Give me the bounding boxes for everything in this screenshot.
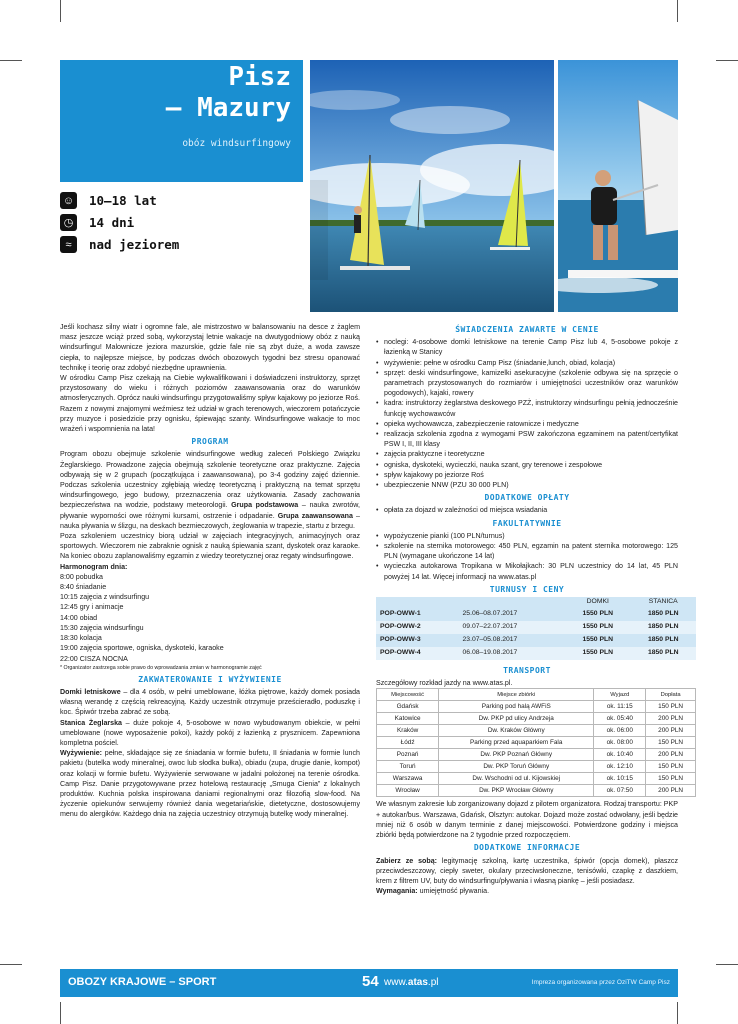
- list-item: • szkolenie na sternika motorowego: 450 PLN, egzamin na patent sternika motorowego: 125 PLN (wymagane ukończone 14 lat): [376, 541, 678, 561]
- table-row: POP-OWW-2 09.07–22.07.2017 1550 PLN 1850 PLN: [376, 621, 696, 634]
- list-item: • kadra: instruktorzy żeglarstwa deskowego PZŻ, instruktorzy windsurfingu pełnią jednocześnie funkcję wychowawców: [376, 398, 678, 418]
- list-item: • ogniska, dyskoteki, wycieczki, nauka szant, gry terenowe i zespołowe: [376, 460, 678, 470]
- list-item: • opieka wychowawcza, zabezpieczenie ratownicze i medyczne: [376, 419, 678, 429]
- list-item: • spływ kajakowy po jeziorze Roś: [376, 470, 678, 480]
- extra-info-text: Zabierz ze sobą: legitymację szkolną, kartę uczestnika, śpiwór (opcja domek), płaszcz przeciwdeszczowy, ciepły sweter, okulary przeciwsłoneczne, tenisówki, czapkę z daszkiem, krem z filtrem UV, buty do windsurfingu/pływania i własną piankę – jeśli posiadasz.: [376, 856, 678, 885]
- fact-duration: ◷ 14 dni: [60, 212, 179, 233]
- extra-fees-heading: DODATKOWE OPŁATY: [484, 493, 570, 503]
- intro-paragraph: W ośrodku Camp Pisz czekają na Ciebie wykwalifikowani i doświadczeni instruktorzy, sprzęt przystosowany do wieku i różnych poziomów zaawansowania oraz do warunków atmosferycznych. Oprócz nauki windsurfingu przygotowaliśmy spływ kajakowy po jeziorze Roś. Razem z nowymi znajomymi weźmiesz też udział w grach terenowych, wieczorem potańczycie przy muzyce i posiedzicie przy ognisku, śpiewając szanty. Windsurfingowe wakacje to moc wrażeń i wspomnienia na lata!: [60, 374, 360, 434]
- crop-mark: [60, 0, 61, 22]
- table-row: Poznań Dw. PKP Poznań Główny ok. 10:40 200 PLN: [377, 749, 696, 761]
- photo-windsurfer-closeup: [558, 60, 678, 312]
- list-item: • wyżywienie: pełne w ośrodku Camp Pisz (śniadanie,lunch, obiad, kolacja): [376, 358, 678, 368]
- list-item: • ubezpieczenie NNW (PZU 30 000 PLN): [376, 480, 678, 490]
- crop-mark: [677, 0, 678, 22]
- crop-mark: [60, 1002, 61, 1024]
- transport-table: [376, 688, 696, 797]
- fact-location: ≈ nad jeziorem: [60, 234, 179, 255]
- list-item: • sprzęt: deski windsurfingowe, kamizelki asekuracyjne (szkolenie odbywa się na sprzęcie o parametrach przystosowanych do rozmiarów i umiejętności uczestników oraz warunków pogodowych), kajaki, rowery: [376, 368, 678, 399]
- footer-bar: [60, 969, 678, 997]
- photo-windsurfers-lake: [310, 60, 554, 312]
- facts-list: [60, 190, 179, 256]
- turnusy-heading: TURNUSY I CENY: [489, 584, 565, 594]
- footer-organizer: Impreza organizowana przez OziTW Camp Pisz: [531, 979, 670, 986]
- list-item: • realizacja szkolenia zgodna z wymogami PSW zakończona egzaminem na patent/certyfikat PSW I, II, III klasy: [376, 429, 678, 449]
- table-header-row: DOMKI STANICA: [376, 597, 696, 608]
- crop-mark: [0, 964, 22, 965]
- page-subtitle: obóz windsurfingowy: [182, 138, 291, 149]
- list-item: • zajęcia praktyczne i teoretyczne: [376, 449, 678, 459]
- page-title: Pisz: [228, 62, 291, 92]
- extra-info-heading: DODATKOWE INFORMACJE: [473, 843, 581, 853]
- crop-mark: [716, 964, 738, 965]
- clock-icon: ◷: [60, 214, 77, 231]
- lodging-heading: ZAKWATEROWANIE I WYŻYWIENIE: [138, 674, 282, 684]
- intro-paragraph: Jeśli kochasz silny wiatr i ogromne fale, ale mistrzostwo w balansowaniu na desce z żaglem masz jeszcze wciąż przed sobą, wykorzystaj letnie wakacje na dwutygodniowy obóz z nauką windsurfingu! Malownicze jeziora mazurskie, gdzie fale nie są zbyt duże, a woda zawsze ciepła, to najlepsze miejsce, by podczas dwóch obozowych tygodni bez stresu opanować technikę i teorię oraz zdobyć niezbędne uprawnienia.: [60, 323, 360, 372]
- title-box: [60, 60, 303, 182]
- footer-url[interactable]: www.atas.pl: [384, 977, 439, 988]
- table-header-row: Miejscowość Miejsce zbiórki Wyjazd Dopłata: [377, 689, 696, 701]
- table-row: Katowice Dw. PKP pd ulicy Andrzeja ok. 05:40 200 PLN: [377, 713, 696, 725]
- footer-category: OBOZY KRAJOWE – SPORT: [68, 976, 217, 988]
- turnusy-table: [376, 597, 696, 660]
- schedule: Harmonogram dnia: 8:00 pobudka 8:40 śniadanie 10:15 zajęcia z windsurfingu 12:45 gry i animacje 14:00 obiad 15:30 zajęcia windsurfingu 18:30 kolacja 19:00 zajęcia sportowe, ogniska, dyskoteki, karaoke 22:00 CISZA NOCNA: [60, 562, 224, 663]
- right-column: [376, 322, 684, 896]
- table-row: Warszawa Dw. Wschodni od ul. Kijowskiej ok. 10:15 150 PLN: [377, 773, 696, 785]
- schedule-note: * Organizator zastrzega sobie prawo do wprowadzania zmian w harmonogramie zajęć: [60, 664, 262, 671]
- table-row: POP-OWW-1 25.06–08.07.2017 1550 PLN 1850 PLN: [376, 608, 696, 621]
- fact-age: ☺ 10–18 lat: [60, 190, 179, 211]
- page-title-line2: – Mazury: [165, 93, 291, 123]
- transport-heading: TRANSPORT: [503, 666, 551, 676]
- meals-text: Wyżywienie: pełne, składające się ze śniadania w formie bufetu, II śniadania w formie lunch pakietu (butelka wody mineralnej, owoc lub słodka bułka), obiadu (zupa, drugie danie, kompot) oraz kolacji w formie bufetu. Wyżywienie serwowane w jadalni położonej na terenie ośrodka. Camp Pisz. Danie przygotowywane przez hotelową restaurację „Smuga Cienia” z lokalnych produktów. Kuchnia polska inspirowana daniami regionalnymi oraz filozofią slow-food. Na życzenie opiekunów serwujemy również dania wegetariańskie, dietetyczne, dostosowujemy menu do alergików. Każdego dnia na zajęcia uczestnicy otrzymują butelkę wody mineralnej.: [60, 749, 360, 819]
- list-item: • opłata za dojazd w zależności od miejsca wsiadania: [376, 505, 678, 515]
- program-heading: PROGRAM: [191, 437, 229, 447]
- transport-note: We własnym zakresie lub zorganizowany dojazd z pilotem organizatora. Rodzaj transportu: PKP + autokar/bus. Warszawa, Gdańsk, Olsztyn: autokar. Dojazd może zostać odwołany, jeśli będzie mniej niż 6 osób w danym terminie z danej miejscowości. Potwierdzone godziny i miejsca zbiórki będą potwierdzone na 2 tygodnie przed rozpoczęciem.: [376, 800, 678, 840]
- lodging-text: Domki letniskowe – dla 4 osób, w pełni umeblowane, łóżka piętrowe, każdy domek posiada własną werandę z częścią rekreacyjną. Każdy uczestnik otrzymuje prześcieradło, poduszkę i koc. Śpiwór trzeba zabrać ze sobą.: [60, 687, 360, 717]
- page-number: 54: [362, 973, 379, 990]
- table-row: Łódź Parking przed aquaparkiem Fala ok. 08:00 150 PLN: [377, 737, 696, 749]
- list-item: • wycieczka autokarowa Tropikana w Mikołajkach: 30 PLN uczestnicy do 14 lat, 45 PLN powyżej 14 lat. Więcej informacji na www.atas.pl: [376, 561, 678, 581]
- table-row: Wrocław Dw. PKP Wrocław Główny ok. 07:50 200 PLN: [377, 785, 696, 797]
- extra-info-text: Wymagania: umiejętność pływania.: [376, 887, 490, 896]
- included-heading: ŚWIADCZENIA ZAWARTE W CENIE: [455, 325, 599, 334]
- table-row: Kraków Dw. Kraków Główny ok. 06:00 200 PLN: [377, 725, 696, 737]
- crop-mark: [0, 60, 22, 61]
- program-text: Program obozu obejmuje szkolenie windsurfingowe według zaleceń Polskiego Związku Żeglarskiego. Prowadzone zajęcia obejmują szkolenie teoretyczne oraz praktyczne. Zajęcia odbywają się w 2 grupach (początkująca i zaawansowana), po 3-4 godziny zajęć dziennie. Podczas szkolenia uczestnicy zgłębiają wiedzę teoretyczną i praktyczną na temat sprzętu windsurfingowego, jego budowy, przeznaczenia oraz użytkowania. Zasady zachowania bezpieczeństwa na wodzie, podstawy meteorologii. Grupa podstawowa – nauka zwrotów, pływanie wyporności owe różnymi kursami, ostrzenie i odpadanie. Grupa zaawansowana – nauka pływania w ślizgu, na deskach bezmieczowych, żeglowania w trapezie, startu z brzegu.: [60, 450, 360, 530]
- age-icon: ☺: [60, 192, 77, 209]
- lodging-text: Stanica Żeglarska – duże pokoje 4, 5-osobowe w nowo wybudowanym obiekcie, w pełni umeblowane (nowe wyposażenie pokoi), każdy pokój z łazienką z prysznicem. Zapewniona kompletna pościel.: [60, 718, 360, 747]
- optional-heading: FAKULTATYWNIE: [492, 518, 562, 528]
- list-item: • noclegi: 4-osobowe domki letniskowe na terenie Camp Pisz lub 4, 5-osobowe pokoje z łazienką w Stanicy: [376, 337, 678, 357]
- table-row: Gdańsk Parking pod halą AWFiS ok. 11:15 150 PLN: [377, 701, 696, 713]
- crop-mark: [716, 60, 738, 61]
- transport-intro: Szczegółowy rozkład jazdy na www.atas.pl.: [376, 679, 513, 688]
- table-row: POP-OWW-4 06.08–19.08.2017 1550 PLN 1850 PLN: [376, 647, 696, 660]
- lake-icon: ≈: [60, 236, 77, 253]
- left-column: [60, 322, 360, 820]
- table-row: POP-OWW-3 23.07–05.08.2017 1550 PLN 1850 PLN: [376, 634, 696, 647]
- list-item: • wypożyczenie pianki (100 PLN/turnus): [376, 531, 678, 541]
- program-text: Poza szkoleniem uczestnicy biorą udział w zajęciach integracyjnych, animacyjnych oraz sportowych. Wieczorem nie zabraknie ognisk z nauką śpiewania szant, dyskotek oraz karaoke. Na koniec obozu zaplanowaliśmy egzamin z wiedzy teoretycznej oraz regaty windsurfingowe.: [60, 532, 360, 561]
- crop-mark: [677, 1002, 678, 1024]
- table-row: Toruń Dw. PKP Toruń Główny ok. 12:10 150 PLN: [377, 761, 696, 773]
